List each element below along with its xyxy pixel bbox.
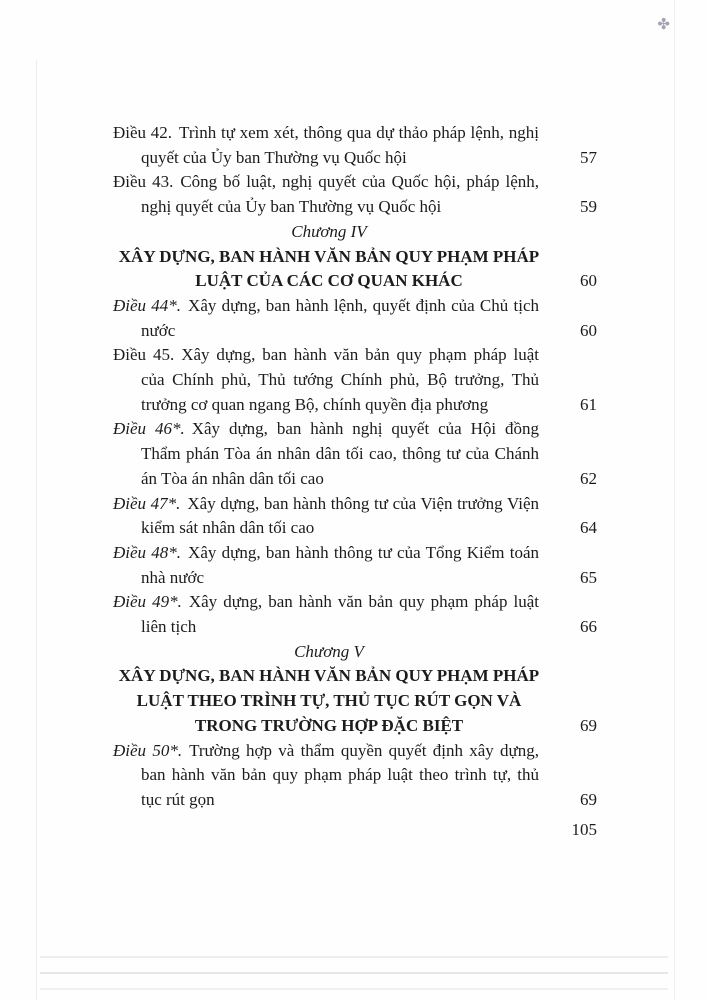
chapter-title: Chương V bbox=[294, 641, 364, 661]
toc-entry bbox=[113, 170, 597, 219]
chapter-page-number: 69 bbox=[580, 715, 597, 735]
toc-entry-label: Điều 48*. bbox=[113, 542, 182, 562]
toc-entry-page-number: 57 bbox=[580, 147, 597, 167]
scan-edge-right bbox=[674, 0, 675, 1000]
toc-entry-label: Điều 43. bbox=[113, 172, 174, 192]
corner-ornament-icon: ✤ bbox=[657, 17, 670, 33]
toc-entry-page-number: 64 bbox=[580, 518, 597, 538]
toc-entry-label: Điều 49*. bbox=[113, 592, 182, 612]
chapter-page-number: 60 bbox=[580, 271, 597, 291]
toc-entry bbox=[113, 417, 597, 491]
toc-entry-page-number: 69 bbox=[580, 789, 597, 809]
toc-entry-page-number: 60 bbox=[580, 320, 597, 340]
toc-entry-text: Công bố luật, nghị quyết của Quốc hội, pháp lệnh, nghị quyết của Ủy ban Thường vụ Quốc hội bbox=[141, 172, 540, 217]
toc-entry-text: Trường hợp và thẩm quyền quyết định xây dựng, ban hành văn bản quy phạm pháp luật theo trình tự, thủ tục rút gọn bbox=[141, 740, 539, 809]
toc-entry-label: Điều 50*. bbox=[113, 740, 183, 760]
toc-entry-label: Điều 42. bbox=[113, 123, 173, 142]
page-number: 105 bbox=[571, 819, 597, 839]
toc-entry-page-number: 62 bbox=[580, 468, 597, 488]
toc-list bbox=[113, 121, 597, 813]
toc-entry-label: Điều 44*. bbox=[113, 295, 182, 315]
toc-chapter bbox=[113, 640, 597, 739]
toc-entry bbox=[113, 492, 597, 541]
toc-entry-text: Xây dựng, ban hành lệnh, quyết định của Chủ tịch nước bbox=[141, 295, 540, 340]
toc-entry bbox=[113, 541, 597, 590]
scan-artifact-line bbox=[40, 972, 668, 974]
toc-entry-page-number: 59 bbox=[580, 197, 597, 217]
toc-entry-label: Điều 45. bbox=[113, 345, 175, 365]
toc-entry bbox=[113, 590, 597, 639]
toc-entry-label: Điều 47*. bbox=[113, 493, 181, 513]
toc-content bbox=[113, 121, 597, 842]
toc-entry-text: Xây dựng, ban hành thông tư của Tổng Kiểm toán nhà nước bbox=[141, 542, 539, 587]
chapter-heading: XÂY DỰNG, BAN HÀNH VĂN BẢN QUY PHẠM PHÁP LUẬT THEO TRÌNH TỰ, THỦ TỤC RÚT GỌN VÀ TRONG TRƯỜNG HỢP ĐẶC BIỆT bbox=[118, 666, 540, 735]
toc-entry bbox=[113, 121, 597, 170]
toc-entry-page-number: 66 bbox=[580, 617, 597, 637]
toc-entry-text: Xây dựng, ban hành nghị quyết của Hội đồng Thẩm phán Tòa án nhân dân tối cao, thông tư của Chánh án Tòa án nhân dân tối cao bbox=[141, 419, 539, 488]
chapter-heading: XÂY DỰNG, BAN HÀNH VĂN BẢN QUY PHẠM PHÁP LUẬT CỦA CÁC CƠ QUAN KHÁC bbox=[118, 246, 540, 291]
toc-entry-text: Trình tự xem xét, thông qua dự thảo pháp lệnh, nghị quyết của Ủy ban Thường vụ Quốc hội bbox=[141, 123, 539, 167]
scan-artifact-line bbox=[40, 956, 668, 958]
scan-edge-left bbox=[36, 60, 37, 1000]
scan-artifact-line bbox=[40, 988, 668, 990]
toc-entry-page-number: 61 bbox=[580, 394, 597, 414]
toc-entry-page-number: 65 bbox=[580, 567, 597, 587]
toc-entry bbox=[113, 294, 597, 343]
toc-entry-label: Điều 46*. bbox=[113, 419, 185, 439]
toc-entry-text: Xây dựng, ban hành thông tư của Viện trưởng Viện kiểm sát nhân dân tối cao bbox=[141, 493, 539, 538]
toc-chapter bbox=[113, 220, 597, 294]
toc-entry bbox=[113, 343, 597, 417]
toc-entry bbox=[113, 739, 597, 813]
toc-entry-text: Xây dựng, ban hành văn bản quy phạm pháp luật của Chính phủ, Thủ tướng Chính phủ, Bộ trưởng, Thủ trưởng cơ quan ngang Bộ, chính quyền địa phương bbox=[141, 345, 540, 414]
toc-entry-text: Xây dựng, ban hành văn bản quy phạm pháp luật liên tịch bbox=[141, 592, 539, 637]
chapter-title: Chương IV bbox=[291, 221, 367, 241]
